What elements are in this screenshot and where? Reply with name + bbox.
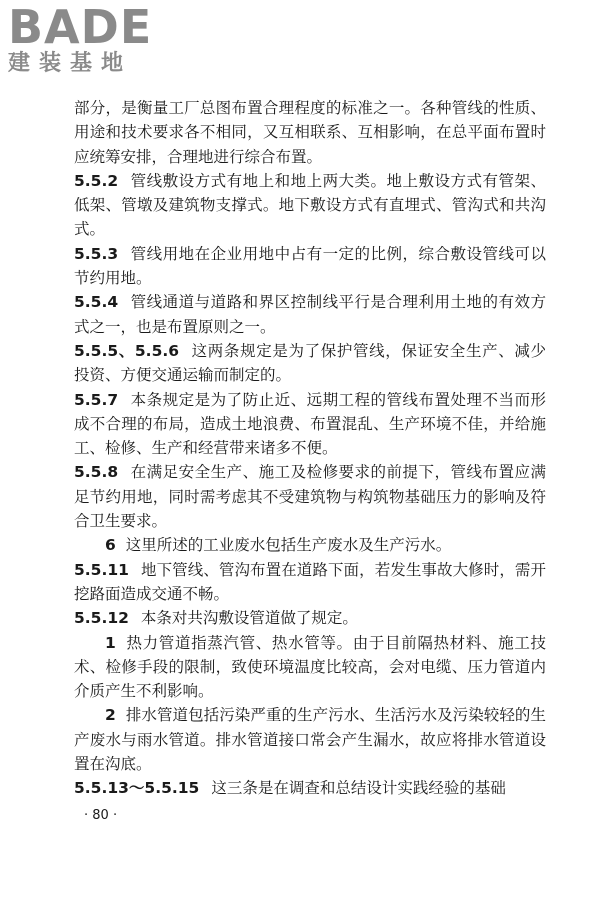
clause-number: 5.5.4 (74, 293, 119, 312)
item-number: 2 (105, 706, 116, 725)
clause-text: 地下管线、管沟布置在道路下面，若发生事故大修时，需开挖路面造成交通不畅。 (74, 560, 546, 603)
document-body (74, 96, 546, 801)
clause-number: 5.5.13～5.5.15 (74, 779, 200, 798)
clause-number: 5.5.11 (74, 560, 129, 579)
clause-5-5-13-15 (74, 776, 546, 800)
clause-5-5-8 (74, 460, 546, 533)
bade-logo (8, 0, 178, 76)
item-1 (74, 631, 546, 704)
clause-number: 5.5.2 (74, 171, 119, 190)
paragraph-text: 部分，是衡量工厂总图布置合理程度的标准之一。各种管线的性质、用途和技术要求各不相同，又互相联系、互相影响，在总平面布置时应统筹安排，合理地进行综合布置。 (74, 99, 546, 166)
clause-5-5-2 (74, 169, 546, 242)
clause-number: 5.5.12 (74, 609, 129, 628)
page-number: · 80 · (84, 808, 118, 823)
clause-5-5-11 (74, 558, 546, 607)
clause-number: 5.5.8 (74, 463, 119, 482)
clause-5-5-12 (74, 606, 546, 630)
clause-5-5-7 (74, 388, 546, 461)
clause-number: 5.5.5、5.5.6 (74, 341, 180, 360)
paragraph (74, 96, 546, 169)
logo-brand: BADE (8, 0, 153, 54)
item-text: 排水管道包括污染严重的生产污水、生活污水及污染较轻的生产废水与雨水管道。排水管道接口常会产生漏水，故应将排水管道设置在沟底。 (74, 706, 546, 774)
clause-5-5-5-6 (74, 339, 546, 388)
clause-text: 本条规定是为了防止近、远期工程的管线布置处理不当而形成不合理的布局，造成土地浪费、布置混乱、生产环境不佳，并给施工、检修、生产和经营带来诸多不便。 (74, 390, 546, 458)
clause-text: 管线敷设方式有地上和地上两大类。地上敷设方式有管架、低架、管墩及建筑物支撑式。地下敷设方式有直埋式、管沟式和共沟式。 (74, 171, 546, 239)
logo-subtitle: 建装基地 (8, 51, 133, 76)
clause-5-5-3 (74, 242, 546, 291)
clause-text: 这三条是在调查和总结设计实践经验的基础 (211, 779, 506, 798)
clause-text: 本条对共沟敷设管道做了规定。 (140, 609, 358, 628)
item-2 (74, 703, 546, 776)
clause-text: 这两条规定是为了保护管线，保证安全生产、减少投资、方便交通运输而制定的。 (74, 341, 546, 385)
item-text: 这里所述的工业废水包括生产废水及生产污水。 (125, 536, 452, 555)
item-6 (74, 533, 546, 557)
clause-text: 在满足安全生产、施工及检修要求的前提下，管线布置应满足节约用地，同时需考虑其不受建筑物与构筑物基础压力的影响及符合卫生要求。 (74, 463, 546, 531)
clause-5-5-4 (74, 290, 546, 339)
clause-text: 管线通道与道路和界区控制线平行是合理利用土地的有效方式之一，也是布置原则之一。 (74, 293, 546, 336)
clause-number: 5.5.3 (74, 244, 119, 263)
item-number: 1 (105, 633, 116, 652)
clause-number: 5.5.7 (74, 390, 119, 409)
item-text: 热力管道指蒸汽管、热水管等。由于目前隔热材料、施工技术、检修手段的限制，致使环境温度比较高，会对电缆、压力管道内介质产生不利影响。 (74, 633, 546, 701)
item-number: 6 (105, 536, 116, 555)
clause-text: 管线用地在企业用地中占有一定的比例，综合敷设管线可以节约用地。 (74, 244, 546, 288)
